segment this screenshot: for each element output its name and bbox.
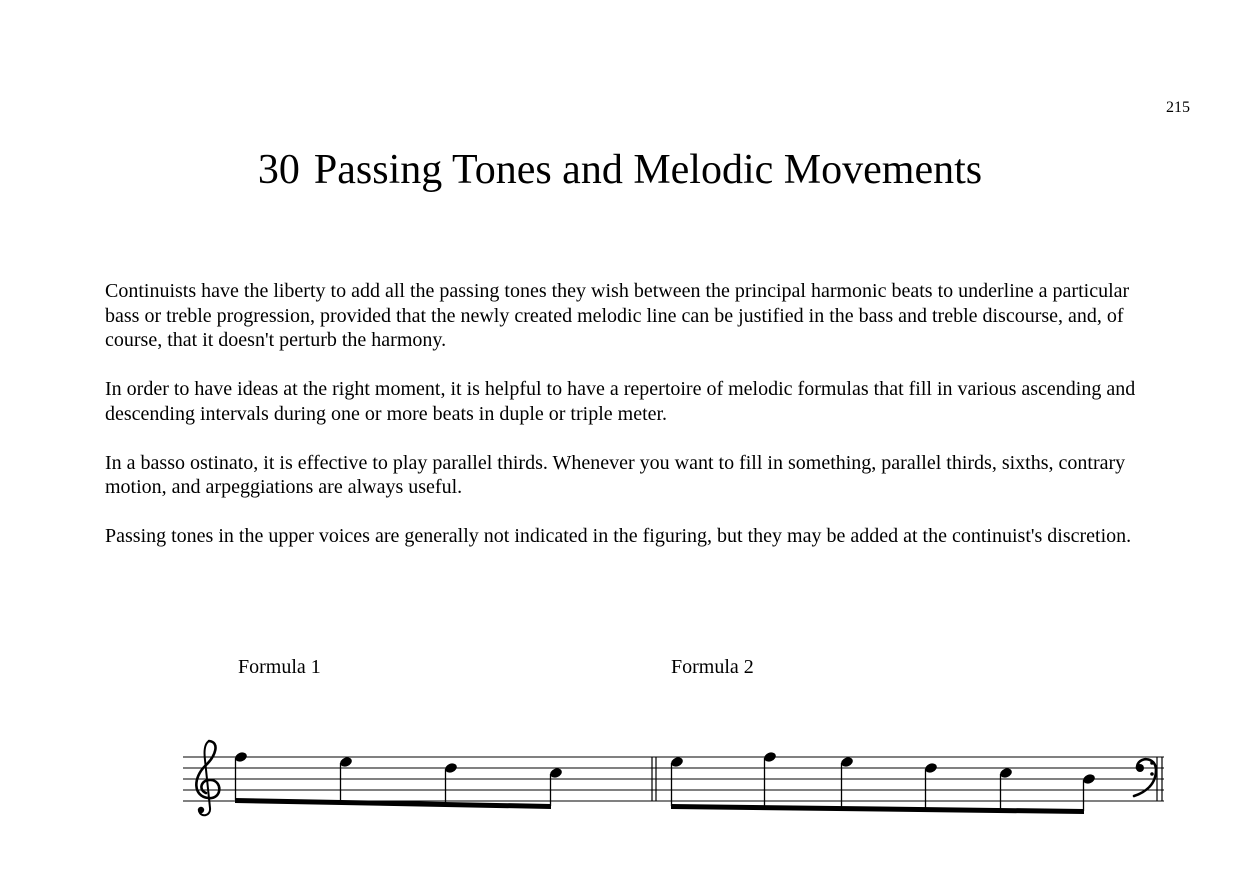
formula-1-notes <box>234 751 563 809</box>
treble-clef-icon <box>196 741 219 815</box>
body-text <box>105 279 1145 573</box>
formula-1-label: Formula 1 <box>238 656 321 678</box>
chapter-number: 30 <box>257 147 300 193</box>
paragraph: Passing tones in the upper voices are generally not indicated in the figuring, but they may be added at the continuist's discretion. <box>105 525 1132 547</box>
chapter-title-text: Passing Tones and Melodic Movements <box>313 147 983 193</box>
page-number: 215 <box>1166 99 1190 116</box>
beam <box>235 798 551 809</box>
paragraph: In order to have ideas at the right moment, it is helpful to have a repertoire of melodic formulas that fill in various ascending and descending intervals during one or more beats in duple or triple meter. <box>105 378 1136 425</box>
chapter-title <box>0 146 1240 194</box>
beam <box>671 804 1084 814</box>
formula-2-notes <box>670 751 1096 814</box>
music-staff <box>0 720 1240 830</box>
paragraph: Continuists have the liberty to add all the passing tones they wish between the principal harmonic beats to underline a particular bass or treble progression, provided that the newly created melodic line can be justified in the bass and treble discourse, and, of course, that it doesn't perturb the harmony. <box>105 280 1130 351</box>
paragraph: In a basso ostinato, it is effective to play parallel thirds. Whenever you want to fill in something, parallel thirds, sixths, contrary motion, and arpeggiations are always useful. <box>105 451 1126 498</box>
formula-2-label: Formula 2 <box>671 656 754 678</box>
